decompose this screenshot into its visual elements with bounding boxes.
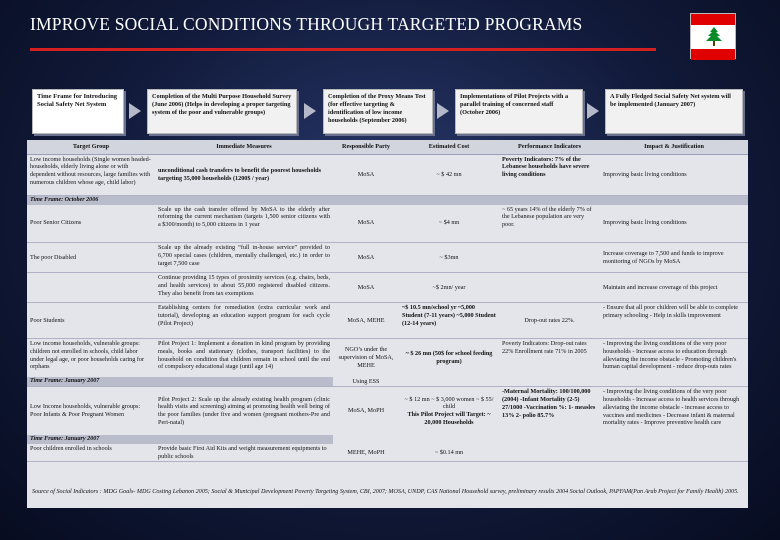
- cell-cost: ~$ 10.5 mn/school yr ~5,000 Student (7-11 years) ~5,000 Student (12-14 years): [399, 303, 499, 339]
- cell-measure: Pilot Project 1: Implement a donation in kind program by providing meals, books and stationary (clothes, transport facilities) to the household on condition that children remain in school until the end of compulsory educational stage (until age 14): [158, 340, 330, 371]
- cell-measure: Scale up the already existing “full in-house service” provided to 6,700 special cases (children, mentally challenged, etc.) in order to target 7,500 case: [155, 243, 333, 273]
- cell-indicators: [499, 273, 600, 303]
- timeline-arrow-icon: [304, 103, 316, 119]
- cell-measure: Pilot Project 2: Scale up the already existing health program (clinic health visits and screening) aiming at promoting health well being of the poor families (under five and women (pregnant mothers-Pre and Peri-natal): [158, 395, 330, 426]
- cell-impact: Increase coverage to 7,500 and funds to improve monitoring of NGOs by MoSA: [600, 243, 748, 273]
- table-row: [27, 303, 748, 339]
- cell-cost: ~ $ 42 mn: [399, 154, 499, 195]
- cell-impact: Improving basic living conditions: [600, 205, 748, 243]
- cell-target-group: The poor Disabled: [27, 243, 155, 273]
- cell-party: MoSA, MoPH: [347, 407, 385, 415]
- cell-cost: ~ $3mn: [399, 243, 499, 273]
- cell-cost-extra: This Pilot Project will Target: ~ 20,000 Households: [407, 411, 491, 426]
- cell-cost: ~ $ 12 mn ~ $ 3,000 women ~ $ 55/ child: [404, 395, 494, 411]
- cell-cost-group: [399, 387, 499, 435]
- time-frame-label: Time Frame: October 2006: [27, 195, 748, 205]
- cell-target-group: Low Income households, vulnerable groups: Poor Infants & Poor Pregnant Women: [30, 403, 141, 418]
- time-frame-row: [27, 377, 748, 387]
- cell-cost: ~ $0.14 mn: [399, 444, 499, 462]
- cell-measure: Scale up the cash transfer offered by MoSA to the elderly after reforming the current mechanism (targets 1,500 senior citizens with a $300/month) to 5,000 citizens in 1 year: [155, 205, 333, 243]
- cell-indicators: Poverty Indicators: 7% of the Lebanese households have severe living conditions: [499, 154, 600, 195]
- cell-target-group: Poor children enrolled in schools: [27, 444, 155, 462]
- page-title: IMPROVE SOCIAL CONDITIONS THROUGH TARGETED PROGRAMS: [30, 14, 583, 34]
- cedar-icon: [705, 27, 723, 47]
- cell-party: NGO’s under the supervision of MoSA, MEHE: [338, 346, 394, 369]
- header-estimated-cost: Estimated Cost: [399, 140, 499, 154]
- programs-table: [27, 140, 748, 508]
- cell-cost: ~ $ 26 mn (50$ for school feeding program): [405, 350, 493, 365]
- cell-indicators: ~ 65 years 14% of the elderly 7% of the Lebanese population are very poor.: [499, 205, 600, 243]
- title-underline: [30, 48, 656, 51]
- cell-target-group: Poor Students: [27, 303, 155, 339]
- timeline: [27, 89, 747, 134]
- cell-impact: - Ensure that all poor children will be able to complete primary schooling - Help in skills improvement: [600, 303, 748, 339]
- cell-measure: Establishing centers for remediation (extra curricular work and tutorial), developing an education support program for each cycle (Pilot Project): [155, 303, 333, 339]
- source-note: Source of Social Indicators : MDG Goals- MDG Costing Lebanon 2005; Social & Municipal Development Poverty Targeting System, CBI, 2007; MOSA, UNDP, CAS National Household survey, preliminary results 2004 Social Outlook, PAPFAM(Pan Arab Project for Family Health) 2005.: [32, 489, 739, 495]
- timeline-arrow-icon: [437, 103, 449, 119]
- cell-impact: - Improving the living conditions of the very poor households - Increase access to health services through alleviating the income obstacle - increase access to vaccines and medicines - Decrease infant & maternal mortality rates - Improve preventive health care: [603, 388, 740, 427]
- table-row: [27, 205, 748, 243]
- timeline-arrow-icon: [587, 103, 599, 119]
- cell-party: MoSA: [333, 154, 399, 195]
- table-row: [27, 444, 748, 462]
- header-responsible-party: Responsible Party: [333, 140, 399, 154]
- cell-party-extra: Using ESS: [333, 377, 399, 387]
- time-frame-row: [27, 195, 748, 205]
- time-frame-row: [27, 435, 748, 444]
- cell-measure: Provide basic First Aid Kits and weight measurement equipments to public schools: [155, 444, 333, 462]
- cell-party: MoSA: [333, 273, 399, 303]
- table-row: [27, 273, 748, 303]
- cell-indicators: Drop-out rates 22%.: [499, 303, 600, 339]
- cell-measure: unconditional cash transfers to benefit the poorest households targeting 35,000 households (1200$ / year): [155, 154, 333, 195]
- cell-indicators: [499, 243, 600, 273]
- table-row: [27, 154, 748, 195]
- time-frame-label: Time Frame: January 2007: [27, 435, 333, 444]
- timeline-step: Implementations of Pilot Projects with a parallel training of concerned staff (October 2006): [455, 89, 583, 134]
- header-performance-indicators: Performance Indicators: [499, 140, 600, 154]
- cell-measure: Continue providing 15 types of proximity services (e.g. chairs, beds, and health services) to about 55,000 registered disabled citizens. They also benefit from tax exemptions: [155, 273, 333, 303]
- timeline-arrow-icon: [129, 103, 141, 119]
- timeline-step: Completion of the Proxy Means Test (for effective targeting & identification of low income households (September 2006): [323, 89, 433, 134]
- table-row: [27, 387, 748, 435]
- cell-party: MEHE, MoPH: [333, 444, 399, 462]
- cell-indicators: -Maternal Mortality: 100/100,000 (2004) -Infant Mortality (2-5) 27/1000 -Vaccination %: 1- measles 13% 2- polio 85.7%: [502, 388, 596, 419]
- cell-cost: ~ $4 mn: [399, 205, 499, 243]
- cell-party: MoSA, MEHE: [333, 303, 399, 339]
- cell-indicators: [499, 444, 600, 462]
- cell-impact: Maintain and increase coverage of this project: [600, 273, 748, 303]
- header-target-group: Target Group: [27, 140, 155, 154]
- cell-impact: [600, 444, 748, 462]
- cell-party: MoSA: [333, 243, 399, 273]
- table-row: [27, 339, 748, 377]
- header-impact: Impact & Justification: [600, 140, 748, 154]
- table-row: [27, 243, 748, 273]
- time-frame-label: Time Frame: January 2007: [27, 377, 333, 387]
- cell-impact: Improving basic living conditions: [600, 154, 748, 195]
- cell-party: MoSA: [333, 205, 399, 243]
- cell-target-group: Low income households (Single women headed-households, elderly living alone or with dependent without resources, large families with numerous children whose age, child labor): [27, 154, 155, 195]
- cell-indicators: Poverty Indicators: Drop-out rates 22% Enrollment rate 71% in 2005: [502, 340, 587, 355]
- timeline-step: A Fully Fledged Social Safety Net system will be implemented (January 2007): [605, 89, 743, 134]
- lebanon-flag-cedar-icon: [690, 13, 736, 59]
- cell-cost: ~$ 2mn/ year: [399, 273, 499, 303]
- header-immediate-measures: Immediate Measures: [155, 140, 333, 154]
- timeline-label: Time Frame for Introducing Social Safety Net System: [32, 89, 124, 134]
- cell-impact: - Improving the living conditions of the very poor households - Increase access to education through alleviating the income obstacle - Promoting children's human capital development - reduce drop-outs rates: [603, 340, 737, 371]
- cell-target-group: [27, 273, 155, 303]
- cell-target-group: Low income households, vulnerable groups: children not enrolled in schools, child labor under legal age, or poor households caring for orphans: [30, 340, 145, 371]
- timeline-step: Completion of the Multi Purpose Household Survey (June 2006) (Helps in developing a proper targeting system of the poor and vulnerable groups): [147, 89, 297, 134]
- cell-target-group: Poor Senior Citizens: [27, 205, 155, 243]
